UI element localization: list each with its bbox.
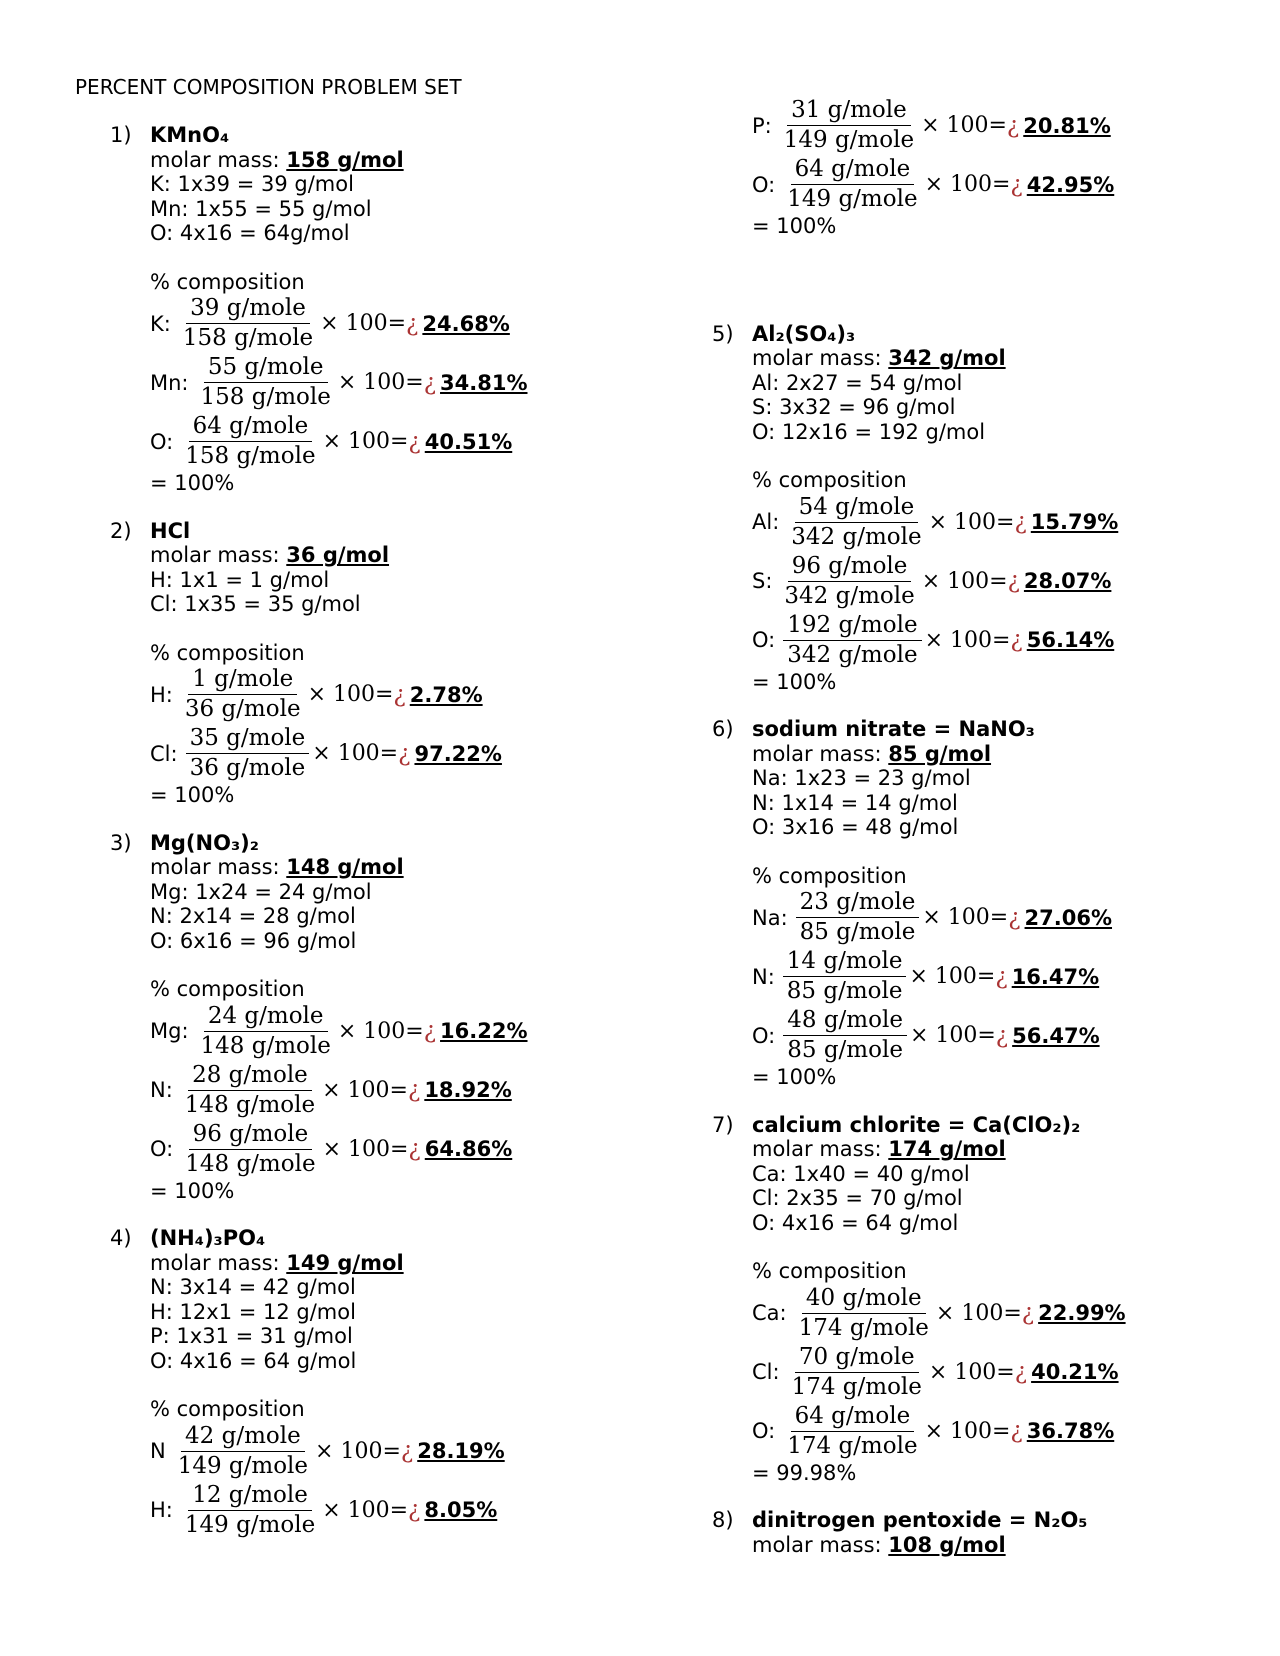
element-label: O: <box>752 1419 776 1443</box>
fraction-denominator: 148 g/mole <box>200 1032 331 1059</box>
composition-equation <box>752 888 1232 947</box>
fraction-denominator: 148 g/mole <box>184 1091 316 1118</box>
element-mass-line: N: 2x14 = 28 g/mol <box>150 904 356 928</box>
fraction <box>174 1423 312 1480</box>
element-mass-line: N: 1x14 = 14 g/mol <box>752 790 958 815</box>
element-label: N: <box>752 964 775 989</box>
times-100: × 100= <box>935 1300 1022 1326</box>
percent-answer: 28.19% <box>417 1439 505 1463</box>
fraction-denominator: 36 g/mole <box>189 755 306 781</box>
element-mass-line: O: 3x16 = 48 g/mol <box>752 815 959 839</box>
inverted-question-mark: ¿ <box>400 1438 414 1464</box>
fraction-numerator: 55 g/mole <box>204 354 328 383</box>
element-label: Cl: <box>150 741 178 766</box>
problem <box>712 1113 1232 1486</box>
fraction-numerator: 12 g/mole <box>188 1482 312 1511</box>
times-100: × 100= <box>922 905 1009 930</box>
composition-equation <box>150 1061 630 1120</box>
element-mass-line: S: 3x32 = 96 g/mol <box>752 395 956 419</box>
inverted-question-mark: ¿ <box>1010 627 1023 653</box>
problem <box>712 1508 1232 1557</box>
fraction <box>783 948 907 1005</box>
fraction-numerator: 24 g/mole <box>204 1003 328 1032</box>
element-label: H: <box>150 682 173 707</box>
percent-answer: 18.92% <box>424 1078 512 1102</box>
composition-equation <box>752 1402 1232 1461</box>
molar-mass-answer: 158 g/mol <box>286 147 404 172</box>
spacer <box>752 1235 1232 1259</box>
composition-heading: % composition <box>752 863 907 888</box>
element-label: O: <box>752 1023 776 1048</box>
spacer <box>752 840 1232 864</box>
spacer <box>752 444 1232 468</box>
inverted-question-mark: ¿ <box>423 1018 437 1044</box>
inverted-question-mark: ¿ <box>995 1022 1009 1049</box>
problem-formula: Al₂(SO₄)₃ <box>752 321 856 346</box>
inverted-question-mark: ¿ <box>1007 568 1020 594</box>
composition-heading: % composition <box>150 977 305 1001</box>
inverted-question-mark: ¿ <box>995 963 1008 990</box>
fraction-denominator: 174 g/mole <box>787 1432 918 1459</box>
percent-answer: 42.95% <box>1026 172 1115 197</box>
composition-heading: % composition <box>150 1397 305 1421</box>
fraction-numerator: 64 g/mole <box>189 413 313 442</box>
total-line: = 100% <box>150 471 235 495</box>
percent-answer: 56.14% <box>1026 628 1115 652</box>
element-mass-line: H: 12x1 = 12 g/mol <box>150 1299 356 1324</box>
fraction-numerator: 96 g/mole <box>788 553 912 582</box>
composition-equation <box>752 1006 1232 1065</box>
problem <box>110 519 630 808</box>
molar-mass-answer: 85 g/mol <box>888 741 992 766</box>
percent-answer: 34.81% <box>440 370 528 395</box>
problem-number: 6) <box>712 717 734 741</box>
fraction-numerator: 23 g/mole <box>796 889 920 918</box>
problem-number: 5) <box>712 321 734 346</box>
fraction <box>783 1403 921 1460</box>
percent-answer: 16.47% <box>1011 964 1100 989</box>
fraction-denominator: 148 g/mole <box>185 1150 316 1177</box>
total-line: = 100% <box>752 214 837 238</box>
fraction-denominator: 342 g/mole <box>791 523 922 550</box>
problem-formula: (NH₄)₃PO₄ <box>150 1226 266 1250</box>
problem-formula: sodium nitrate = NaNO₃ <box>752 717 1035 741</box>
molar-mass-line: molar mass: 174 g/mol <box>752 1137 1006 1161</box>
times-100: × 100= <box>322 1077 408 1103</box>
element-label: Al: <box>752 510 780 534</box>
fraction-numerator: 1 g/mole <box>188 666 297 695</box>
problem <box>110 1226 630 1540</box>
percent-answer: 27.06% <box>1024 905 1113 930</box>
element-label: O: <box>752 628 776 652</box>
element-mass-line: P: 1x31 = 31 g/mol <box>150 1324 353 1348</box>
total-line: = 100% <box>752 1065 837 1089</box>
element-label: Mn: <box>150 370 189 395</box>
percent-answer: 16.22% <box>440 1019 528 1043</box>
total-line: = 100% <box>150 1178 235 1203</box>
total-line: = 99.98% <box>752 1460 857 1485</box>
fraction <box>181 666 305 723</box>
element-label: N: <box>150 1078 173 1102</box>
inverted-question-mark: ¿ <box>408 428 421 455</box>
element-mass-line: O: 4x16 = 64g/mol <box>150 221 350 245</box>
percent-answer: 28.07% <box>1023 569 1112 593</box>
composition-equation <box>150 353 630 412</box>
element-label: Ca: <box>752 1301 787 1325</box>
fraction-numerator: 42 g/mole <box>181 1423 305 1452</box>
problem-number: 2) <box>110 518 132 543</box>
fraction-numerator: 14 g/mole <box>783 948 907 977</box>
inverted-question-mark: ¿ <box>1014 509 1027 535</box>
composition-equation <box>150 724 630 783</box>
fraction-denominator: 174 g/mole <box>798 1314 929 1341</box>
percent-answer: 64.86% <box>424 1137 513 1161</box>
times-100: × 100= <box>322 1136 409 1162</box>
fraction-denominator: 85 g/mole <box>786 978 903 1004</box>
times-100: × 100= <box>315 1438 401 1464</box>
fraction-denominator: 85 g/mole <box>799 919 916 945</box>
total-line: = 100% <box>752 669 837 694</box>
times-100: × 100= <box>921 113 1007 138</box>
times-100: × 100= <box>909 1023 996 1048</box>
times-100: × 100= <box>928 509 1015 535</box>
fraction-denominator: 158 g/mole <box>182 325 314 351</box>
fraction <box>780 97 918 154</box>
times-100: × 100= <box>909 964 996 989</box>
inverted-question-mark: ¿ <box>408 1136 421 1162</box>
composition-heading: % composition <box>752 1259 907 1283</box>
inverted-question-mark: ¿ <box>1010 1418 1023 1444</box>
composition-equation <box>752 1284 1232 1343</box>
fraction-numerator: 192 g/mole <box>783 612 921 641</box>
composition-equation <box>752 611 1232 670</box>
spacer <box>712 262 1232 322</box>
element-mass-line: Al: 2x27 = 54 g/mol <box>752 370 963 395</box>
inverted-question-mark: ¿ <box>398 740 411 767</box>
element-mass-line: O: 4x16 = 64 g/mol <box>150 1348 357 1373</box>
fraction <box>197 354 335 411</box>
composition-equation <box>150 1120 630 1179</box>
molar-mass-line: molar mass: 85 g/mol <box>752 741 992 766</box>
problem-formula: dinitrogen pentoxide = N₂O₅ <box>752 1508 1088 1532</box>
element-label: Na: <box>752 905 788 930</box>
percent-answer: 97.22% <box>414 741 502 766</box>
element-label: K: <box>150 311 171 336</box>
problem <box>110 123 630 496</box>
percent-answer: 2.78% <box>409 682 483 707</box>
times-100: × 100= <box>924 1418 1011 1444</box>
spacer <box>150 246 630 270</box>
element-mass-line: O: 12x16 = 192 g/mol <box>752 419 986 444</box>
composition-equation <box>150 1002 630 1061</box>
molar-mass-line: molar mass: 158 g/mol <box>150 147 404 172</box>
element-mass-line: O: 6x16 = 96 g/mol <box>150 928 357 953</box>
composition-heading: % composition <box>150 269 305 294</box>
times-100: × 100= <box>921 568 1008 594</box>
composition-equation <box>150 294 630 353</box>
spacer <box>150 953 630 977</box>
fraction <box>788 1344 926 1401</box>
percent-answer: 56.47% <box>1012 1023 1100 1048</box>
times-100: × 100= <box>320 311 407 336</box>
percent-answer: 20.81% <box>1023 113 1111 138</box>
percent-answer: 40.51% <box>424 429 513 454</box>
element-label: S: <box>752 569 773 593</box>
percent-answer: 22.99% <box>1038 1301 1126 1325</box>
composition-equation <box>150 412 630 471</box>
element-label: Cl: <box>752 1360 780 1384</box>
molar-mass-answer: 108 g/mol <box>888 1532 1006 1557</box>
element-label: O: <box>752 172 776 197</box>
fraction-numerator: 31 g/mole <box>787 97 911 126</box>
fraction-denominator: 85 g/mole <box>787 1037 903 1063</box>
element-label: Mg: <box>150 1019 189 1043</box>
composition-equation <box>150 1481 630 1540</box>
problem-formula: KMnO₄ <box>150 123 230 147</box>
molar-mass-line: molar mass: 342 g/mol <box>752 346 1006 370</box>
times-100: × 100= <box>322 1497 409 1523</box>
spacer <box>150 617 630 641</box>
element-label: O: <box>150 1137 174 1161</box>
problem <box>712 322 1232 695</box>
composition-equation <box>752 1343 1232 1402</box>
composition-equation <box>150 665 630 724</box>
fraction <box>783 156 921 213</box>
element-label: N <box>150 1439 166 1463</box>
fraction-denominator: 149 g/mole <box>177 1452 309 1479</box>
problem-number: 3) <box>110 830 132 855</box>
times-100: × 100= <box>337 1018 424 1044</box>
element-label: P: <box>752 113 772 138</box>
molar-mass-line: molar mass: 108 g/mol <box>752 1532 1006 1557</box>
element-label: O: <box>150 429 174 454</box>
fraction-numerator: 48 g/mole <box>783 1007 907 1036</box>
spacer <box>150 1373 630 1397</box>
percent-answer: 8.05% <box>424 1498 498 1522</box>
fraction <box>783 1007 907 1064</box>
fraction <box>795 1285 933 1342</box>
composition-equation <box>752 96 1232 155</box>
inverted-question-mark: ¿ <box>1008 904 1021 931</box>
fraction-numerator: 28 g/mole <box>188 1062 312 1091</box>
element-mass-line: Cl: 2x35 = 70 g/mol <box>752 1186 963 1210</box>
times-100: × 100= <box>337 370 424 395</box>
composition-equation <box>752 552 1232 611</box>
element-mass-line: K: 1x39 = 39 g/mol <box>150 172 354 196</box>
element-mass-line: N: 3x14 = 42 g/mol <box>150 1275 356 1299</box>
molar-mass-answer: 174 g/mol <box>888 1137 1006 1161</box>
element-mass-line: Cl: 1x35 = 35 g/mol <box>150 592 361 616</box>
problem-number: 8) <box>712 1508 734 1532</box>
composition-equation <box>752 493 1232 552</box>
fraction-numerator: 70 g/mole <box>795 1344 919 1373</box>
fraction-denominator: 342 g/mole <box>787 641 918 668</box>
percent-answer: 24.68% <box>422 311 510 336</box>
element-mass-line: Mn: 1x55 = 55 g/mol <box>150 196 372 221</box>
fraction-numerator: 54 g/mole <box>795 494 919 523</box>
fraction <box>796 889 920 946</box>
fraction-numerator: 64 g/mole <box>791 1403 915 1432</box>
fraction-denominator: 149 g/mole <box>783 127 915 153</box>
element-mass-line: Na: 1x23 = 23 g/mol <box>752 766 971 790</box>
problem <box>110 831 630 1204</box>
fraction <box>181 1121 319 1178</box>
fraction-denominator: 342 g/mole <box>784 582 915 609</box>
times-100: × 100= <box>924 627 1011 653</box>
times-100: × 100= <box>924 172 1011 197</box>
times-100: × 100= <box>322 429 409 454</box>
problem-number: 7) <box>712 1112 734 1137</box>
fraction <box>181 1482 319 1539</box>
composition-equation <box>752 947 1232 1006</box>
composition-heading: % composition <box>150 640 305 665</box>
inverted-question-mark: ¿ <box>1010 171 1023 198</box>
fraction-numerator: 40 g/mole <box>802 1285 926 1314</box>
times-100: × 100= <box>928 1359 1015 1385</box>
fraction <box>181 1062 319 1119</box>
molar-mass-line: molar mass: 149 g/mol <box>150 1250 404 1275</box>
molar-mass-answer: 148 g/mol <box>286 855 404 879</box>
element-label: H: <box>150 1498 173 1522</box>
inverted-question-mark: ¿ <box>406 310 419 337</box>
right-column <box>712 96 1232 1580</box>
percent-answer: 40.21% <box>1031 1360 1119 1384</box>
element-mass-line: Mg: 1x24 = 24 g/mol <box>150 879 372 904</box>
total-line: = 100% <box>150 783 235 807</box>
inverted-question-mark: ¿ <box>393 681 406 708</box>
fraction-numerator: 35 g/mole <box>186 725 310 754</box>
fraction-numerator: 39 g/mole <box>186 295 310 324</box>
problem-number: 1) <box>110 123 132 147</box>
composition-heading: % composition <box>752 468 907 492</box>
molar-mass-answer: 36 g/mol <box>286 543 390 567</box>
inverted-question-mark: ¿ <box>408 1497 421 1523</box>
left-column <box>110 123 630 1563</box>
element-mass-line: O: 4x16 = 64 g/mol <box>752 1210 959 1235</box>
fraction-denominator: 149 g/mole <box>787 186 918 212</box>
fraction <box>181 413 319 470</box>
inverted-question-mark: ¿ <box>423 369 437 396</box>
times-100: × 100= <box>312 741 399 766</box>
fraction <box>197 1003 335 1060</box>
molar-mass-line: molar mass: 148 g/mol <box>150 855 404 879</box>
fraction <box>186 725 310 782</box>
problem-formula: calcium chlorite = Ca(ClO₂)₂ <box>752 1112 1081 1137</box>
molar-mass-answer: 342 g/mol <box>888 346 1006 370</box>
fraction <box>780 553 918 610</box>
fraction <box>179 295 317 352</box>
fraction <box>783 612 921 669</box>
percent-answer: 15.79% <box>1030 510 1119 534</box>
problem-formula: HCl <box>150 518 191 543</box>
problem-formula: Mg(NO₃)₂ <box>150 830 259 855</box>
molar-mass-line: molar mass: 36 g/mol <box>150 543 390 567</box>
fraction-denominator: 36 g/mole <box>184 696 301 722</box>
problem-continuation <box>712 96 1232 239</box>
composition-equation <box>752 155 1232 214</box>
composition-equation <box>150 1422 630 1481</box>
inverted-question-mark: ¿ <box>1014 1359 1028 1385</box>
percent-answer: 36.78% <box>1026 1419 1115 1443</box>
problem <box>712 717 1232 1090</box>
fraction-numerator: 96 g/mole <box>189 1121 313 1150</box>
molar-mass-answer: 149 g/mol <box>286 1250 404 1275</box>
page-title: PERCENT COMPOSITION PROBLEM SET <box>75 75 462 99</box>
times-100: × 100= <box>307 682 394 707</box>
fraction-denominator: 149 g/mole <box>184 1511 316 1538</box>
inverted-question-mark: ¿ <box>407 1077 421 1103</box>
element-mass-line: H: 1x1 = 1 g/mol <box>150 567 330 592</box>
problem-number: 4) <box>110 1226 132 1250</box>
fraction <box>787 494 925 551</box>
fraction-denominator: 158 g/mole <box>200 384 331 410</box>
inverted-question-mark: ¿ <box>1021 1300 1035 1326</box>
fraction-denominator: 174 g/mole <box>791 1373 922 1400</box>
fraction-numerator: 64 g/mole <box>791 156 915 185</box>
inverted-question-mark: ¿ <box>1006 112 1020 139</box>
element-mass-line: Ca: 1x40 = 40 g/mol <box>752 1161 970 1186</box>
fraction-denominator: 158 g/mole <box>185 443 316 469</box>
